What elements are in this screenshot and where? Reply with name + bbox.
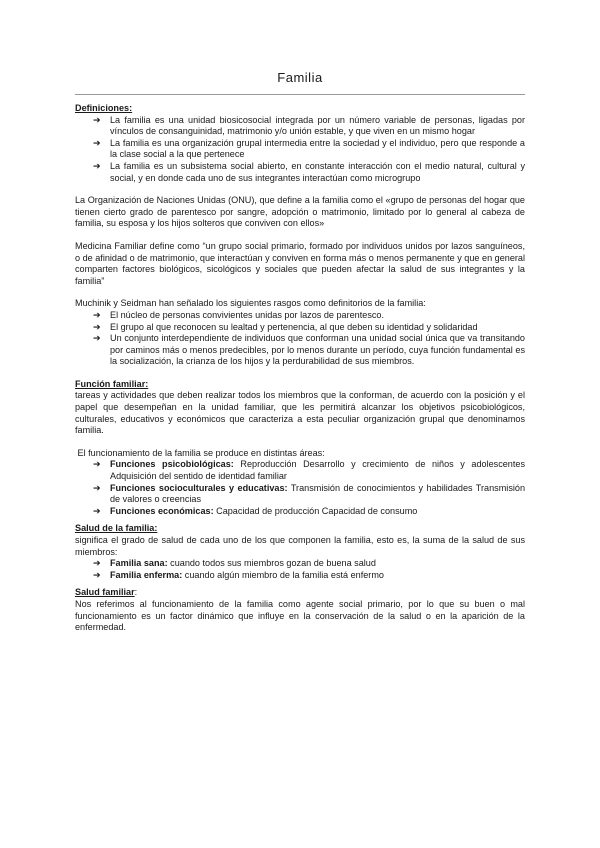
medicina-familiar-paragraph: Medicina Familiar define como “un grupo social primario, formado por individuos unidos por lazos sanguíneos, o de afinidad o de matrimonio, que interactúan y conviven en forma más o menos permanente y que en general comparten factores biológicos, sicológicos y sociales que pueden afectar la salud de sus integrantes y la familia” <box>75 240 525 286</box>
funcion-familiar-text: tareas y actividades que deben realizar todos los miembros que la conforman, de acuerdo con la posición y el papel que desempeñan en la unidad familiar, que les permitirá alcanzar los objetivos psicobiológicos, culturales, educativos y económicos que caracteriza a esta peculiar organización grupal que denominamos familia. <box>75 390 525 436</box>
salud-familia-text: significa el grado de salud de cada uno de los que componen la familia, esto es, la suma de la salud de sus miembros: <box>75 535 525 557</box>
list-item: ➔ Un conjunto interdependiente de individuos que conforman una unidad social única que va transitando por caminos más o menos predecibles, por lo menos durante un período, cuya función fundamental es la socialización, la crianza de los hijos y la perdurabilidad de sus miembros. <box>93 333 525 367</box>
muchinik-list <box>75 310 525 368</box>
onu-paragraph: La Organización de Naciones Unidas (ONU), que define a la familia como el «grupo de personas del hogar que tienen cierto grado de parentesco por sangre, adopción o matrimonio, limitado por lo general al cabeza de familia, su esposa y los hijos solteros que conviven con ellos» <box>75 195 525 229</box>
list-item: ➔ La familia es un subsistema social abierto, en constante interacción con el medio natural, cultural y social, y en donde cada uno de sus integrantes interactúan como microgrupo <box>93 160 525 183</box>
definiciones-list <box>75 115 525 185</box>
muchinik-intro: Muchinik y Seidman han señalado los siguientes rasgos como definitorios de la familia: <box>75 298 426 309</box>
arrow-right-icon: ➔ <box>93 569 101 580</box>
list-item: ➔ Funciones económicas: Capacidad de producción Capacidad de consumo <box>93 505 418 516</box>
salud-familia-heading: Salud de la familia: <box>75 523 158 534</box>
salud-familia-list <box>75 558 525 581</box>
list-item: ➔ Funciones psicobiológicas: Reproducción Desarrollo y crecimiento de niños y adolescentes Adquisición del sentido de identidad familiar <box>93 459 525 482</box>
arrow-right-icon: ➔ <box>93 482 101 493</box>
list-item: ➔ Familia sana: cuando todos sus miembros gozan de buena salud <box>93 558 376 569</box>
definiciones-heading: Definiciones: <box>75 103 133 113</box>
arrow-right-icon: ➔ <box>93 137 101 148</box>
salud-familiar-text: Nos referimos al funcionamiento de la familia como agente social primario, por lo que su buen o mal funcionamiento es un factor dinámico que influye en la conservación de la salud o en la aparición de la enfermedad. <box>75 598 525 633</box>
funcionamiento-list <box>75 459 525 517</box>
arrow-right-icon: ➔ <box>93 321 101 332</box>
arrow-right-icon: ➔ <box>93 114 101 125</box>
arrow-right-icon: ➔ <box>93 558 101 569</box>
arrow-right-icon: ➔ <box>93 505 101 516</box>
document-body <box>75 103 525 634</box>
list-item: ➔ La familia es una organización grupal intermedia entre la sociedad y el individuo, pero que responde a la clase social a la que pertenece <box>93 137 525 160</box>
arrow-right-icon: ➔ <box>93 459 101 470</box>
title-divider <box>75 94 525 95</box>
arrow-right-icon: ➔ <box>93 160 101 171</box>
list-item: ➔ El núcleo de personas convivientes unidas por lazos de parentesco. <box>93 309 384 320</box>
list-item: ➔ Funciones socioculturales y educativas: Transmisión de conocimientos y habilidades Transmisión de valores o creencias <box>93 482 525 505</box>
funcion-familiar-heading: Función familiar: <box>75 378 149 389</box>
arrow-right-icon: ➔ <box>93 333 101 344</box>
page-title: Familia <box>277 70 323 85</box>
salud-familiar-heading: Salud familiar: <box>75 587 138 598</box>
funcionamiento-intro: El funcionamiento de la familia se produce en distintas áreas: <box>75 447 325 458</box>
arrow-right-icon: ➔ <box>93 309 101 320</box>
list-item: ➔ Familia enferma: cuando algún miembro de la familia está enfermo <box>93 569 384 580</box>
list-item: ➔ El grupo al que reconocen su lealtad y pertenencia, al que deben su identidad y solidaridad <box>93 321 478 332</box>
list-item: ➔ La familia es una unidad biosicosocial integrada por un número variable de personas, ligadas por vínculos de consanguinidad, matrimonio y/o unión estable, y que viven en un mismo hogar <box>93 114 525 137</box>
